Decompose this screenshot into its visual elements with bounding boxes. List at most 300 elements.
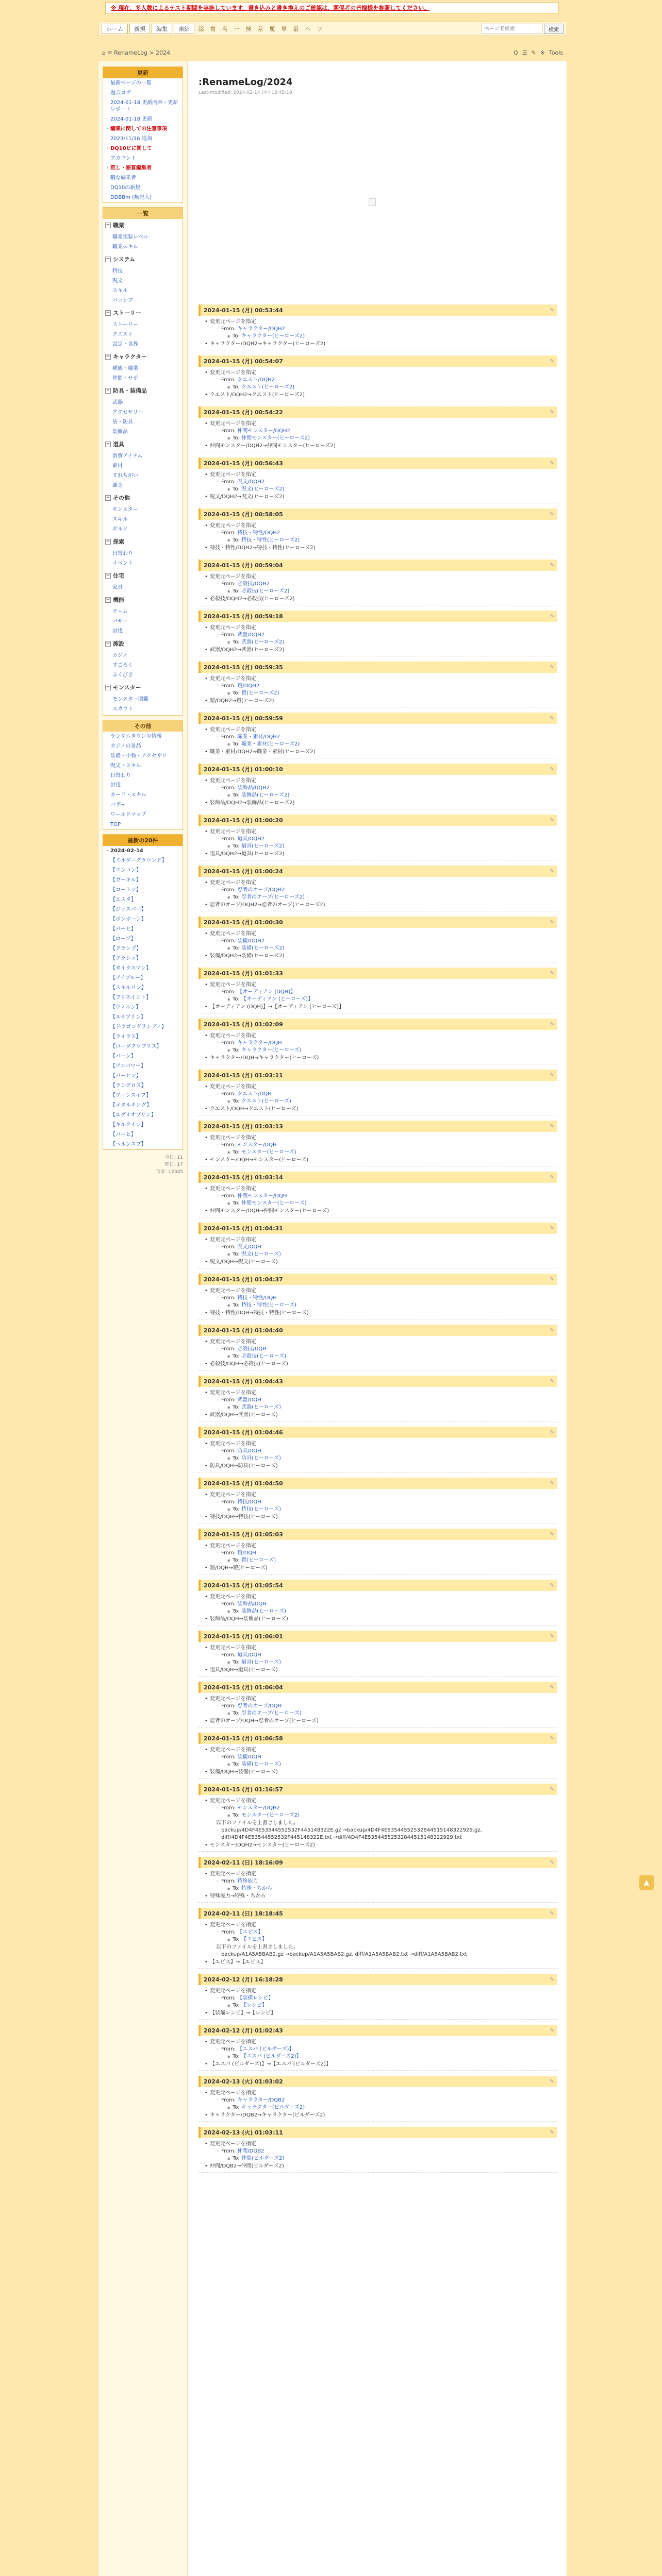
sidebar-category-link[interactable]: 設定・世界 xyxy=(112,342,138,347)
edit-anchor-icon[interactable]: ✎ xyxy=(550,562,554,568)
recent-item[interactable]: · 【ブリスイント】 xyxy=(103,993,183,1003)
toolbar-edit-button[interactable]: 編集 xyxy=(152,24,172,34)
sidebar-section[interactable] xyxy=(103,219,183,231)
entry-heading xyxy=(198,2025,557,2036)
rename-entry xyxy=(198,406,557,452)
edit-anchor-icon[interactable]: ✎ xyxy=(550,1021,554,1027)
entry-date: 2024-01-15 (月) 01:02:09 xyxy=(204,1021,283,1028)
edit-icon[interactable]: ✎ xyxy=(531,49,536,56)
history-icon[interactable]: 履 xyxy=(269,26,275,32)
recent-item[interactable]: · 【ガーキル】 xyxy=(103,875,183,885)
sidebar-category-link[interactable]: 武器 xyxy=(112,400,123,405)
sidebar-category-link[interactable]: 錬金 xyxy=(112,483,123,488)
entry-sublist xyxy=(210,1754,557,1768)
edit-anchor-icon[interactable]: ✎ xyxy=(550,358,554,364)
sidebar-category-link[interactable]: すごろく xyxy=(112,663,133,668)
copy-icon[interactable]: 複 xyxy=(210,26,216,32)
to-page-link[interactable]: 必殺技(ヒーローズ2) xyxy=(241,588,290,594)
from-page-link[interactable]: 鎧/DQH xyxy=(237,1550,256,1556)
edit-anchor-icon[interactable]: ✎ xyxy=(550,1072,554,1078)
recent-item[interactable]: · 【ボンボーン】 xyxy=(103,914,183,924)
recent-item[interactable]: · 【エスタ】 xyxy=(103,895,183,905)
sidebar-category-link[interactable]: スキル xyxy=(112,288,128,294)
entry-change-label: • 変更元ページを指定 xyxy=(210,777,557,785)
from-page-link[interactable]: 武器/DQH xyxy=(237,1397,261,1403)
to-label: To: xyxy=(233,1886,240,1891)
rename-entry xyxy=(198,2076,557,2122)
from-page-link[interactable]: 防具/DQH xyxy=(237,1448,261,1454)
sidebar-category-link[interactable]: アクセサリー xyxy=(112,410,143,415)
expand-icon[interactable]: + xyxy=(106,441,110,447)
edit-anchor-icon[interactable]: ✎ xyxy=(550,613,554,619)
from-label: From: xyxy=(221,479,236,485)
to-label: To: xyxy=(233,741,240,747)
sidebar-section[interactable] xyxy=(103,307,183,319)
recent-item[interactable]: · 【エルダーグラウンド】 xyxy=(103,856,183,866)
to-page-link[interactable]: 鎧(ヒーローズ) xyxy=(241,1557,276,1563)
to-page-link[interactable]: 防具(ヒーローズ) xyxy=(241,1455,281,1461)
toolbar-new-button[interactable]: 新規 xyxy=(129,24,150,34)
toolbar-home-button[interactable]: ホーム xyxy=(102,24,128,34)
sidebar-update-item[interactable]: · DQ10ビに関して xyxy=(103,144,183,154)
toolbar xyxy=(98,22,567,36)
from-page-link[interactable]: クエスト/DQH2 xyxy=(237,377,275,383)
search-button[interactable]: 検索 xyxy=(544,24,564,34)
edit-anchor-icon[interactable]: ✎ xyxy=(550,1225,554,1231)
from-page-link[interactable]: 忍者のオーブ/DQH xyxy=(237,1703,282,1709)
edit-anchor-icon[interactable]: ✎ xyxy=(550,1123,554,1129)
recent-item[interactable]: · 【パーヒ】 xyxy=(103,924,183,934)
from-label: From: xyxy=(221,1193,236,1199)
recent-item[interactable]: · 【ドラゴングランディ】 xyxy=(103,1022,183,1032)
sidebar-other-item[interactable]: · カジノの景品 xyxy=(103,741,183,751)
rename-entry xyxy=(198,611,557,656)
recent-item[interactable]: · 【ローダクウブリス】 xyxy=(103,1042,183,1052)
recent-icon[interactable]: 最 xyxy=(293,26,299,32)
from-page-link[interactable]: 特技・特性/DQH xyxy=(237,1295,277,1301)
to-page-link[interactable]: クエスト(ヒーローズ2) xyxy=(241,384,295,390)
to-page-link[interactable]: 必殺技(ヒーローズ) xyxy=(241,1353,286,1359)
from-page-link[interactable]: 特殊能力 xyxy=(237,1878,258,1884)
menu-icon[interactable]: ☰ xyxy=(522,49,527,56)
rename-entry xyxy=(198,2127,557,2173)
help-icon[interactable]: ヘ xyxy=(305,26,311,32)
edit-anchor-icon[interactable]: ✎ xyxy=(550,1786,554,1792)
edit-anchor-icon[interactable]: ✎ xyxy=(550,868,554,874)
entry-from xyxy=(221,1091,557,1098)
from-page-link[interactable]: 必殺技/DQH2 xyxy=(237,581,270,587)
files-overwritten-note: 以下のファイルを上書きしました。 xyxy=(216,1944,299,1950)
sidebar-other-item[interactable]: · 装備・小物・アクセサリ xyxy=(103,751,183,761)
entry-to xyxy=(233,894,557,901)
to-page-link[interactable]: 装備(ヒーローズ2) xyxy=(241,945,285,951)
from-page-link[interactable]: クエスト/DQH xyxy=(237,1091,272,1097)
sidebar-update-item[interactable]: · 2024-01-18 更新 xyxy=(103,114,183,124)
sidebar-section[interactable] xyxy=(103,569,183,582)
recent-item[interactable]: · 【スキルリン】 xyxy=(103,983,183,993)
rename-icon[interactable]: 名 xyxy=(222,26,228,32)
entry-from xyxy=(221,2148,557,2155)
recent-item[interactable]: · 【ロープ】 xyxy=(103,934,183,944)
sidebar-section[interactable] xyxy=(103,637,183,650)
edit-anchor-icon[interactable]: ✎ xyxy=(550,1327,554,1333)
sidebar-other-item[interactable]: · ワールドマップ xyxy=(103,810,183,820)
edit-anchor-icon[interactable]: ✎ xyxy=(550,2078,554,2084)
sidebar-category-link[interactable]: イベント xyxy=(112,561,133,566)
edit-anchor-icon[interactable]: ✎ xyxy=(550,1378,554,1384)
expand-icon[interactable]: + xyxy=(106,684,110,690)
entry-date: 2024-01-15 (月) 00:59:04 xyxy=(204,562,283,569)
files-detail: ◦ backup/A1A5A5BAB2.gz →backup/A1A5A5BAB2.gz, diff/A1A5A5BAB2.txt →diff/A1A5A5BAB2.txt xyxy=(221,1951,557,1958)
expand-icon[interactable]: + xyxy=(106,597,110,602)
to-page-link[interactable]: 特技・特性(ヒーローズ2) xyxy=(241,537,300,543)
sidebar-section[interactable] xyxy=(103,253,183,265)
note-icon[interactable]: ※ xyxy=(540,49,545,56)
from-page-link[interactable]: 特技/DQH xyxy=(237,1499,261,1505)
from-page-link[interactable]: モンスター/DQH2 xyxy=(237,1805,280,1811)
to-page-link[interactable]: 忍者のオーブ(ヒーローズ2) xyxy=(241,894,305,900)
expand-icon[interactable]: + xyxy=(106,538,110,544)
sidebar-category-link[interactable]: パッシブ xyxy=(112,298,133,303)
expand-icon[interactable]: + xyxy=(106,640,110,646)
from-page-link[interactable]: 忍者のオーブ/DQH2 xyxy=(237,887,285,893)
expand-icon[interactable]: + xyxy=(106,353,110,359)
search-icon[interactable]: 検 xyxy=(245,26,252,32)
edit-anchor-icon[interactable]: ✎ xyxy=(550,1684,554,1690)
entry-to xyxy=(233,1098,557,1105)
sidebar-category-link[interactable]: 盾・防具 xyxy=(112,419,133,425)
edit-anchor-icon[interactable]: ✎ xyxy=(550,817,554,823)
edit-anchor-icon[interactable]: ✎ xyxy=(550,1910,554,1917)
entry-sublist xyxy=(210,938,557,952)
from-page-link[interactable]: 装備/DQH2 xyxy=(237,938,265,944)
recent-item[interactable]: · 【グーンスイフ】 xyxy=(103,1091,183,1100)
edit-anchor-icon[interactable]: ✎ xyxy=(550,1633,554,1639)
expand-icon[interactable]: + xyxy=(106,572,110,578)
to-page-link[interactable]: 職業・素材(ヒーローズ2) xyxy=(241,741,300,747)
sidebar-category-link[interactable]: 家具 xyxy=(112,585,123,590)
sidebar-category-link[interactable]: クエスト xyxy=(112,332,133,337)
from-page-link[interactable]: 道具/DQH xyxy=(237,1652,261,1658)
sidebar-other-item[interactable]: · カード・スキル xyxy=(103,790,183,800)
sidebar-update-item[interactable]: · DQ10の新規 xyxy=(103,183,183,193)
sidebar-category-link[interactable]: 職業スキル xyxy=(112,244,138,250)
from-page-link[interactable]: 【エスパ (ビルダーズ)】 xyxy=(237,2046,294,2052)
sidebar-category-link[interactable]: ギルド xyxy=(112,527,128,532)
sidebar-category-link[interactable]: 素材 xyxy=(112,463,123,469)
sidebar-category-link[interactable]: 呪文 xyxy=(112,278,123,284)
sidebar-category-link[interactable]: すれちがい xyxy=(112,473,138,479)
from-page-link[interactable]: 装備/DQH xyxy=(237,1754,261,1760)
entry-sublist xyxy=(210,1193,557,1207)
from-page-link[interactable]: キャラクター/DQH xyxy=(237,1040,282,1046)
recent-item[interactable]: · 【ジャスバー】 xyxy=(103,905,183,914)
from-page-link[interactable]: 必殺技/DQH xyxy=(237,1346,267,1352)
sidebar-category-link[interactable]: 装飾品 xyxy=(112,429,128,435)
edit-anchor-icon[interactable]: ✎ xyxy=(550,1859,554,1866)
to-page-link[interactable]: クエスト(ヒーローズ) xyxy=(241,1098,291,1104)
rename-entry xyxy=(198,1857,557,1903)
from-page-link[interactable]: 【装備レシピ】 xyxy=(237,1995,274,2001)
search-small-icon[interactable]: Q xyxy=(513,49,518,56)
entry-date: 2024-01-15 (月) 01:00:30 xyxy=(204,919,283,926)
sidebar-section[interactable] xyxy=(103,492,183,504)
edit-anchor-icon[interactable]: ✎ xyxy=(550,511,554,517)
sidebar-section[interactable] xyxy=(103,350,183,363)
edit-anchor-icon[interactable]: ✎ xyxy=(550,919,554,925)
to-page-link[interactable]: 【エビス】 xyxy=(241,1937,268,1942)
toolbar-freeze-button[interactable]: 凍結 xyxy=(174,24,194,34)
to-page-link[interactable]: 忍者のオーブ(ヒーローズ) xyxy=(241,1710,302,1716)
entry-list xyxy=(198,1083,557,1113)
to-page-link[interactable]: キャラクター(ヒーローズ) xyxy=(241,1047,302,1053)
sidebar-category-link[interactable]: モンスター xyxy=(112,507,138,513)
sidebar-section[interactable] xyxy=(103,438,183,450)
to-page-link[interactable]: キャラクター(ビルダーズ2) xyxy=(241,2105,305,2110)
from-page-link[interactable]: 装飾品/DQH xyxy=(237,1601,267,1607)
recent-item[interactable]: · 【ライラス】 xyxy=(103,1032,183,1042)
from-page-link[interactable]: 装飾品/DQH2 xyxy=(237,785,270,791)
sidebar-category-link[interactable]: 仲間・サポ xyxy=(112,376,138,381)
entry-list xyxy=(198,522,557,552)
sidebar-other-item[interactable]: · バザー xyxy=(103,800,183,810)
source-icon[interactable]: ソ xyxy=(317,26,323,32)
diff-icon[interactable]: 差 xyxy=(257,26,263,32)
rename-entry xyxy=(198,2025,557,2071)
sidebar-update-item[interactable]: · 2023/11/16 追加 xyxy=(103,134,183,144)
from-page-link[interactable]: 【オーディアン (DQH)】 xyxy=(237,989,296,995)
expand-icon[interactable]: + xyxy=(106,310,110,315)
to-page-link[interactable]: 特技(ヒーローズ) xyxy=(241,1506,281,1512)
edit-anchor-icon[interactable]: ✎ xyxy=(550,409,554,415)
recent-item[interactable]: · 【ラングロス】 xyxy=(103,1081,183,1091)
sidebar-category-link[interactable]: スキル xyxy=(112,517,128,522)
notice-text[interactable]: ※ 現在、多人数によるテスト期間を実施しています。書き込みと書き換えのご確認は、関係者の皆様様を参照してください。 xyxy=(111,5,430,11)
sidebar-section[interactable] xyxy=(103,594,183,606)
to-page-link[interactable]: 【レシピ】 xyxy=(241,2003,267,2008)
from-page-link[interactable]: 呪文/DQH2 xyxy=(237,479,265,485)
tools-link[interactable]: Tools xyxy=(549,49,563,56)
from-page-link[interactable]: 鎧/DQH2 xyxy=(237,683,260,689)
sidebar-section[interactable] xyxy=(103,535,183,548)
edit-anchor-icon[interactable]: ✎ xyxy=(550,1582,554,1588)
sidebar-category-link[interactable]: チーム xyxy=(112,609,128,615)
entry-to xyxy=(233,1404,557,1411)
to-page-link[interactable]: 鎧(ヒーローズ2) xyxy=(241,690,279,696)
to-page-link[interactable]: 武器(ヒーローズ2) xyxy=(241,639,285,645)
recent-item[interactable]: · 【アンパワー】 xyxy=(103,1061,183,1071)
to-label: To: xyxy=(233,639,240,645)
recent-item[interactable]: · 【パーヒ】 xyxy=(103,1130,183,1140)
recent-item[interactable]: · 【ヴィルン】 xyxy=(103,1003,183,1012)
sidebar-category-link[interactable]: モンスター図鑑 xyxy=(112,697,148,702)
edit-anchor-icon[interactable]: ✎ xyxy=(550,970,554,976)
entry-list xyxy=(198,828,557,858)
recent-item[interactable]: · 【エダイオブリン】 xyxy=(103,1110,183,1120)
edit-anchor-icon[interactable]: ✎ xyxy=(550,1429,554,1435)
search-input[interactable] xyxy=(482,24,542,34)
sidebar-category-link[interactable]: バザー xyxy=(112,619,128,624)
rename-entry xyxy=(198,866,557,911)
sidebar-update-item[interactable]: · 荒し・悪質編集者 xyxy=(103,163,183,173)
sidebar-update-item[interactable]: · 最新ページの一覧 xyxy=(103,78,183,88)
recent-item[interactable]: · 【エンコン】 xyxy=(103,866,183,875)
sidebar-update-item[interactable]: · DDBBm (無記入) xyxy=(103,193,183,202)
to-page-link[interactable]: 装飾品(ヒーローズ) xyxy=(241,1608,286,1614)
recent-item[interactable]: · 【ルイブリン】 xyxy=(103,1012,183,1022)
recent-item[interactable]: · 【ヘルンスブ】 xyxy=(103,1140,183,1149)
sidebar-category-link[interactable]: 日替わり xyxy=(112,551,133,556)
entry-from xyxy=(221,1142,557,1149)
edit-anchor-icon[interactable]: ✎ xyxy=(550,766,554,772)
sidebar-category-link[interactable]: カジノ xyxy=(112,653,128,658)
entry-to-list xyxy=(221,2002,557,2009)
to-page-link[interactable]: 呪文(ヒーローズ) xyxy=(241,1251,281,1257)
expand-icon[interactable]: + xyxy=(106,495,110,500)
sidebar-update-item[interactable]: · アカウント xyxy=(103,154,183,163)
entry-date: 2024-01-15 (月) 01:04:46 xyxy=(204,1429,283,1436)
sidebar-category-link[interactable]: スカウト xyxy=(112,706,133,712)
edit-anchor-icon[interactable]: ✎ xyxy=(550,307,554,313)
recent-item[interactable]: · 【パーン】 xyxy=(103,1052,183,1061)
breadcrumb-text[interactable]: ⌂ ≡ RenameLog > 2024 xyxy=(102,49,171,56)
sidebar-update-item[interactable]: · 暇な編集者 xyxy=(103,173,183,183)
sidebar-category-link[interactable]: 討伐 xyxy=(112,629,123,634)
expand-icon[interactable]: + xyxy=(106,222,110,228)
to-page-link[interactable]: 特技・特性(ヒーローズ) xyxy=(241,1302,296,1308)
entry-sublist xyxy=(210,1295,557,1309)
to-page-link[interactable]: 仲間モンスター(ヒーローズ2) xyxy=(241,435,310,441)
edit-anchor-icon[interactable]: ✎ xyxy=(550,1276,554,1282)
recent-item[interactable]: · 【メタルキング】 xyxy=(103,1100,183,1110)
to-page-link[interactable]: 道具(ヒーローズ2) xyxy=(241,843,285,849)
edit-anchor-icon[interactable]: ✎ xyxy=(550,1174,554,1180)
expand-icon[interactable]: + xyxy=(106,387,110,393)
recent-item[interactable]: · 【グラシュ】 xyxy=(103,954,183,963)
recent-item[interactable]: · 【アイブルー】 xyxy=(103,973,183,983)
entry-from xyxy=(221,1550,557,1557)
entry-list xyxy=(198,1287,557,1317)
recent-item[interactable]: · 【グランプ】 xyxy=(103,944,183,954)
sidebar-section[interactable] xyxy=(103,681,183,693)
entry-result: • 装備/DQH2→装備(ヒーローズ2) xyxy=(210,952,557,960)
from-page-link[interactable]: 仲間/DQB2 xyxy=(237,2148,264,2154)
entry-sublist xyxy=(210,2097,557,2111)
to-page-link[interactable]: 道具(ヒーローズ) xyxy=(241,1659,281,1665)
files-overwritten-note: 以下のファイルを上書きしました。 xyxy=(216,1820,299,1826)
edit-anchor-icon[interactable]: ✎ xyxy=(550,715,554,721)
sidebar-other-item[interactable]: · 呪文・スキル xyxy=(103,761,183,771)
from-page-link[interactable]: キャラクター/DQH2 xyxy=(237,326,285,332)
sidebar-category-link[interactable]: 消費アイテム xyxy=(112,453,143,459)
sidebar-update-item[interactable]: · 編集に関しての注意事項 xyxy=(103,124,183,134)
entry-sublist xyxy=(210,836,557,850)
recent-item[interactable]: · 【コートン】 xyxy=(103,885,183,895)
sidebar-other-item[interactable]: · TOP xyxy=(103,820,183,829)
sidebar-category-link[interactable]: ストーリー xyxy=(112,322,138,328)
expand-icon[interactable]: + xyxy=(106,256,110,262)
edit-anchor-icon[interactable]: ✎ xyxy=(550,1531,554,1537)
to-page-link[interactable]: 【オーディアン (ヒーローズ)】 xyxy=(241,996,313,1002)
to-page-link[interactable]: 仲間モンスター(ヒーローズ) xyxy=(241,1200,307,1206)
word-icon[interactable]: 単 xyxy=(281,26,287,32)
other-box-head: その他 xyxy=(103,720,183,732)
edit-anchor-icon[interactable]: ✎ xyxy=(550,664,554,670)
recent-item[interactable]: · 【タイラスマン】 xyxy=(103,963,183,973)
sidebar-update-item[interactable]: · 過去ログ xyxy=(103,88,183,98)
sidebar-section[interactable] xyxy=(103,384,183,397)
entry-list xyxy=(198,1440,557,1470)
recent-item[interactable]: · 【キルクイン】 xyxy=(103,1120,183,1130)
to-page-link[interactable]: 仲間(ビルダーズ2) xyxy=(241,2156,285,2161)
to-page-link[interactable]: 特殊・ちから xyxy=(241,1886,273,1891)
from-page-link[interactable]: 道具/DQH2 xyxy=(237,836,265,842)
from-page-link[interactable]: モンスター/DQH xyxy=(237,1142,277,1148)
from-label: From: xyxy=(221,2148,236,2154)
recent-item[interactable]: · 【パーヒン】 xyxy=(103,1071,183,1081)
to-page-link[interactable]: 呪文(ヒーローズ2) xyxy=(241,486,285,492)
to-page-link[interactable]: 【エスパ (ビルダーズ2)】 xyxy=(241,2054,302,2059)
entry-heading xyxy=(198,355,557,367)
entry-heading xyxy=(198,1908,557,1919)
entry-to-list xyxy=(221,2053,557,2060)
edit-anchor-icon[interactable]: ✎ xyxy=(550,2027,554,2033)
entry-date: 2024-02-13 (火) 01:03:02 xyxy=(204,2078,283,2085)
from-page-link[interactable]: キャラクター/DQB2 xyxy=(237,2097,285,2103)
rename-entry xyxy=(198,1682,557,1727)
edit-anchor-icon[interactable]: ✎ xyxy=(550,1976,554,1982)
sidebar-category-link[interactable]: 職業実装レベル xyxy=(112,234,148,240)
from-page-link[interactable]: 呪文/DQH xyxy=(237,1244,261,1250)
from-page-link[interactable]: 仲間モンスター/DQH2 xyxy=(237,428,290,434)
recent-box-head: 最新の20件 xyxy=(103,835,183,846)
to-page-link[interactable]: 武器(ヒーローズ) xyxy=(241,1404,281,1410)
sidebar-other-item[interactable]: · ランダムタウンの情報 xyxy=(103,732,183,741)
entry-to-list xyxy=(221,1885,557,1892)
from-page-link[interactable]: 職業・素材/DQH2 xyxy=(237,734,280,740)
entry-result: • 【エスパ (ビルダーズ)】→【エスパ (ビルダーズ2)】 xyxy=(210,2060,557,2068)
from-page-link[interactable]: 【エビス】 xyxy=(237,1929,263,1935)
to-page-link[interactable]: キャラクター(ヒーローズ2) xyxy=(241,333,305,339)
to-page-link[interactable]: モンスター(ヒーローズ) xyxy=(241,1149,296,1155)
entry-date: 2024-01-15 (月) 01:16:57 xyxy=(204,1786,283,1793)
entry-list xyxy=(198,2038,557,2068)
attach-icon[interactable]: 添 xyxy=(198,26,204,32)
sidebar-update-item[interactable]: · 2024-01-18 更新内容・更新レポート xyxy=(103,98,183,114)
to-page-link[interactable]: 装飾品(ヒーローズ2) xyxy=(241,792,290,798)
entry-from xyxy=(221,1295,557,1302)
page-top-button[interactable]: ▲ xyxy=(639,1875,654,1890)
entry-sublist xyxy=(210,632,557,646)
sidebar-other-item[interactable]: · 討伐 xyxy=(103,781,183,790)
edit-anchor-icon[interactable]: ✎ xyxy=(550,1480,554,1486)
from-page-link[interactable]: 仲間モンスター/DQH xyxy=(237,1193,287,1199)
sidebar-category-link[interactable]: ふくびき xyxy=(112,672,133,678)
sidebar-other-item[interactable]: · 日替わり xyxy=(103,771,183,781)
edit-anchor-icon[interactable]: ✎ xyxy=(550,460,554,466)
from-page-link[interactable]: 特技・特性/DQH2 xyxy=(237,530,280,536)
entry-divider xyxy=(198,2172,557,2173)
to-page-link[interactable]: 装備(ヒーローズ) xyxy=(241,1761,281,1767)
entry-list xyxy=(198,1032,557,1062)
edit-anchor-icon[interactable]: ✎ xyxy=(550,1735,554,1741)
list-icon[interactable]: 一 xyxy=(234,26,240,32)
to-page-link[interactable]: モンスター(ヒーローズ2) xyxy=(241,1812,300,1818)
sidebar-category-link[interactable]: 種族・職業 xyxy=(112,366,138,371)
sidebar-category-link[interactable]: 特技 xyxy=(112,268,123,274)
from-page-link[interactable]: 武器/DQH2 xyxy=(237,632,265,638)
edit-anchor-icon[interactable]: ✎ xyxy=(550,2129,554,2136)
